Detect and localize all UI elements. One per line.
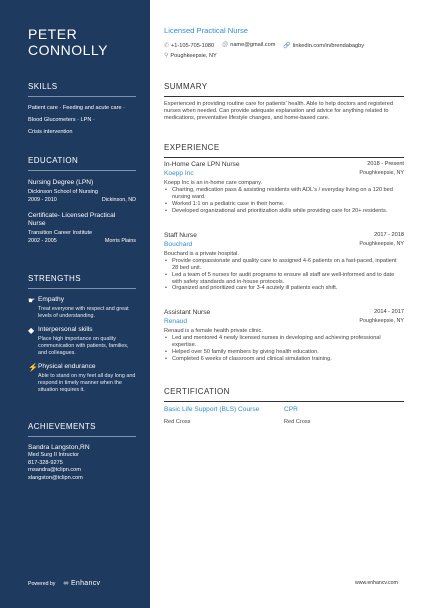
thumbs-up-icon: ☛ [28,296,36,305]
job-dates: 2017 - 2018 [374,232,404,238]
strengths-heading: STRENGTHS [28,274,136,289]
edu-degree: Nursing Degree (LPN) [28,179,94,186]
edu-degree: Certificate- Licensed Practical Nurse [28,212,116,227]
achievement-line: Med Surg II Intructor [28,452,79,458]
job-bullet: • Helped over 50 family members by giving health education. [164,349,404,356]
job-bullet: • Led a team of 5 nurses for audit programs to ensure all staff are well-informed and to date with safety standards and in-house protocols. [164,272,404,286]
lightning-icon: ⚡ [28,363,38,372]
edu-dates: 2009 - 2010 [28,197,57,203]
strength-item [28,296,136,320]
link-icon: 🔗 [283,43,291,49]
skill-line: Patient care · Feeding and acute care · [28,105,126,111]
strength-desc: Able to stand on my feet all day long and respond in timely manner when the situation requires it. [38,373,136,393]
job-bullet: • Completed 6 weeks of classroom and clinical simulation training. [164,356,404,363]
job-bullet: • Developed organizational and prioritization skills while providing care for 20+ residents. [164,208,404,215]
job-company: Renaud [164,318,188,325]
education-item [28,179,150,203]
achievement-name: Sandra Langston,RN [28,444,90,451]
education-item-details [28,230,150,244]
phone-contact: ✆ +1-105-705-1080 [164,43,215,49]
skill-line: Crisis intervention [28,129,73,135]
strength-title: Physical endurance [38,363,96,370]
certification-list [164,406,404,425]
certification-item [164,406,284,425]
cert-name: Basic Life Support (BLS) Course [164,406,260,413]
edu-location: Dickinson, ND [101,197,136,203]
job-entry [164,161,404,214]
cert-org: Red Cross [284,419,311,425]
job-bullet: • Worked 1:1 on a pediatric case in their home. [164,201,404,208]
job-location: Poughkeepsie, NY [359,241,404,247]
achievements-section [28,422,150,482]
footer-url[interactable]: www.enhancv.com [355,580,398,586]
cert-name: CPR [284,406,298,413]
job-bullet: • Provide compassionate and quality care to assigned 4-6 patients on a fast-paced, inpatient 28 bed unit. [164,258,404,272]
strength-item [28,363,136,394]
achievements-heading: ACHIEVEMENTS [28,422,136,437]
experience-heading: EXPERIENCE [164,143,404,158]
phone-icon: ✆ [164,43,170,49]
edu-location: Morris Plains [104,238,136,244]
email-contact[interactable]: @ name@gmail.com [222,42,276,48]
edu-school: Transition Career Institute [28,230,93,236]
at-icon: @ [222,42,229,48]
job-role: Staff Nurse [164,232,197,239]
job-description: Renaud is a female health private clinic. [164,328,263,334]
job-bullet: • Led and mentored 4 newly licensed nurses in developing and achieving professional expertise. [164,335,404,349]
skills-section [28,82,150,138]
job-company: Bouchard [164,241,193,248]
strength-item [28,326,136,357]
skills-heading: SKILLS [28,82,136,97]
certification-heading: CERTIFICATION [164,387,404,402]
location-contact: ⚲ Poughkeepsie, NY [164,53,217,59]
achievement-line: rnsandra@tclipn.com [28,467,81,473]
job-entry [164,232,404,292]
education-heading: EDUCATION [28,156,136,171]
strength-title: Interpersonal skills [38,326,93,333]
job-bullet: • Charting, medication pass & assisting residents with ADL's / everyday living on a 120 bed nursing ward. [164,187,404,201]
diamond-icon: ◆ [28,326,35,335]
job-bullets [164,187,404,214]
achievement-line: 817-328-9275 [28,459,63,466]
contact-row [164,42,364,49]
linkedin-contact[interactable]: 🔗 linkedin.com/in/brendabagby [283,43,365,49]
job-company: Koepp Inc [164,170,194,177]
job-role: In-Home Care LPN Nurse [164,161,240,168]
certification-item [284,406,404,425]
skill-line: Blood Glucometers · LPN · [28,117,95,123]
job-bullet: • Organized and prioritized care for 3-4 acutely ill patients each shift. [164,285,404,292]
sidebar [0,0,150,608]
main-content [164,0,404,608]
job-role: Assistant Nurse [164,309,211,316]
job-location: Poughkeepsie, NY [359,170,404,176]
job-entry [164,309,404,362]
powered-by: Powered by ∞ Enhancv [28,580,101,587]
strength-desc: Treat everyone with respect and great levels of understanding. [38,306,129,319]
summary-heading: SUMMARY [164,82,404,97]
job-dates: 2018 - Present [367,161,404,167]
job-bullets [164,335,404,362]
job-location: Poughkeepsie, NY [359,318,404,324]
job-dates: 2014 - 2017 [374,309,404,315]
summary-text: Experienced in providing routine care for patients' health. Able to help doctors and registered nurses when needed. Can provide adequate explanation and advice for anything related to medications, preventative lifestyle changes, and home-based care. [164,101,393,122]
job-title-headline: Licensed Practical Nurse [164,26,248,35]
enhancv-logo: ∞ Enhancv [63,580,101,587]
candidate-name: PETER CONNOLLY [28,26,108,58]
job-description: Koepp Inc is an in-home care company. [164,180,263,186]
location-pin-icon: ⚲ [164,53,169,59]
edu-school: Dickinson School of Nursing [28,189,98,195]
education-section [28,156,150,244]
edu-dates: 2002 - 2005 [28,238,57,244]
achievement-line: slangston@tclipn.com [28,474,83,481]
education-item [28,212,124,228]
job-description: Bouchard is a private hospital. [164,251,239,257]
strength-desc: Place high importance on quality communication with patients, families, and colleagues. [38,336,129,356]
job-bullets [164,258,404,292]
strength-title: Empathy [38,296,65,303]
cert-org: Red Cross [164,419,191,425]
strengths-section [28,274,150,394]
